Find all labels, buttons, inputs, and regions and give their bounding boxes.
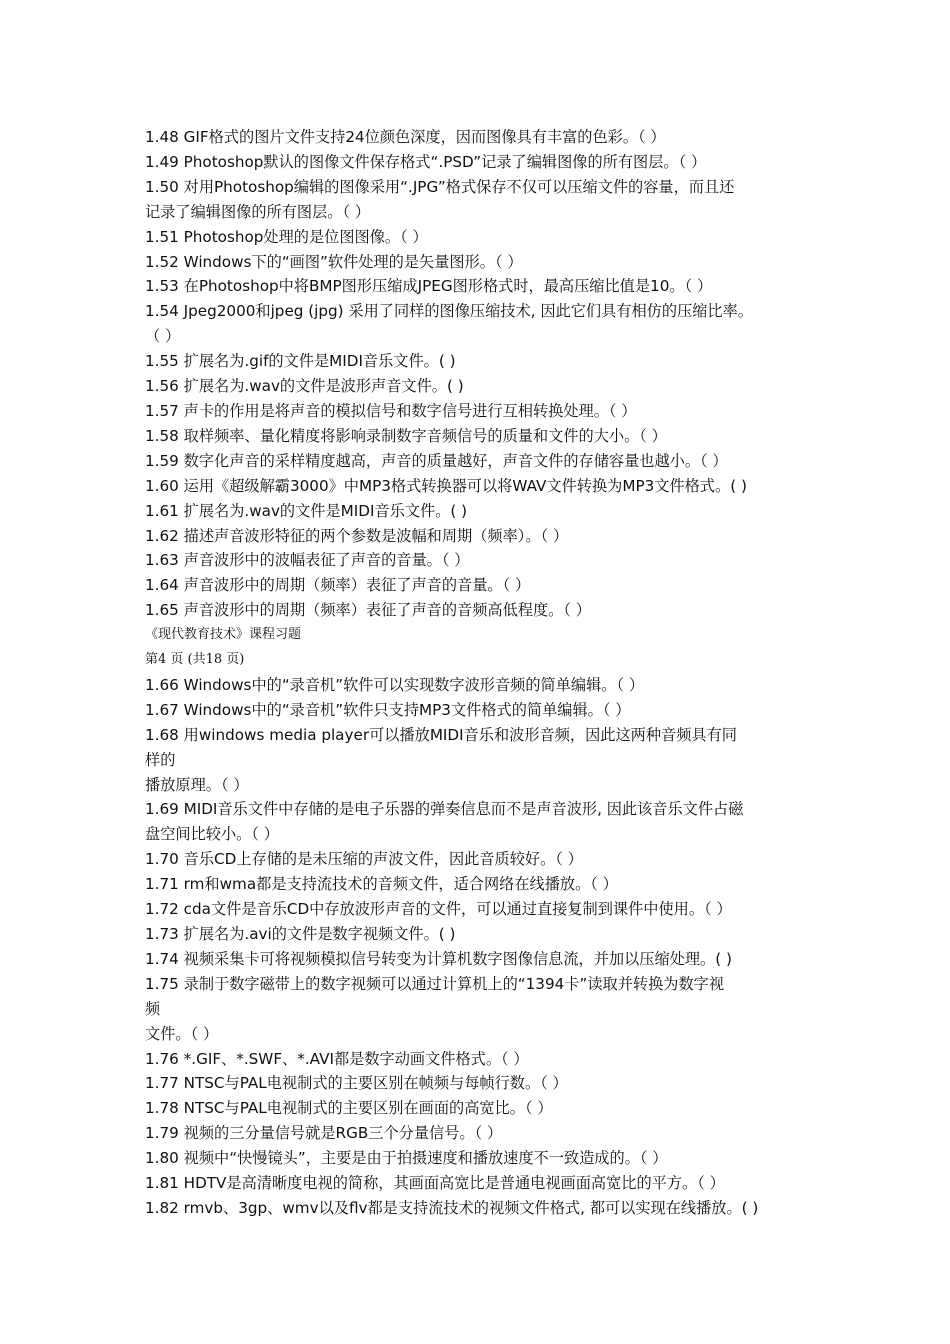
question-line: 1.77 NTSC与PAL电视制式的主要区别在帧频与每帧行数。（ ）: [145, 1074, 568, 1093]
question-line: 1.58 取样频率、量化精度将影响录制数字音频信号的质量和文件的大小。（ ）: [145, 426, 667, 445]
question-line: 1.67 Windows中的“录音机”软件只支持MP3文件格式的简单编辑。（ ）: [145, 700, 631, 719]
question-line: 1.65 声音波形中的周期（频率）表征了声音的音频高低程度。（ ）: [145, 601, 591, 620]
question-line: 1.64 声音波形中的周期（频率）表征了声音的音量。（ ）: [145, 576, 531, 595]
question-line: 1.74 视频采集卡可将视频模拟信号转变为计算机数字图像信息流，并加以压缩处理。( ): [145, 949, 732, 968]
question-line: 1.70 音乐CD上存储的是未压缩的声波文件，因此音质较好。（ ）: [145, 850, 583, 869]
question-line: 1.55 扩展名为.gif的文件是MIDI音乐文件。( ): [145, 352, 456, 371]
question-line: 1.76 *.GIF、*.SWF、*.AVI都是数字动画文件格式。（ ）: [145, 1049, 529, 1068]
question-line: 1.49 Photoshop默认的图像文件保存格式“.PSD”记录了编辑图像的所有图层。（ ）: [145, 152, 707, 171]
question-line: 1.56 扩展名为.wav的文件是波形声音文件。( ): [145, 377, 464, 396]
question-line: 播放原理。（ ）: [145, 775, 249, 794]
question-line: 1.54 Jpeg2000和jpeg (jpg) 采用了同样的图像压缩技术, 因此它们具有相仿的压缩比率。: [145, 302, 753, 321]
course-title: 《现代教育技术》课程习题: [145, 627, 302, 643]
question-line: 1.48 GIF格式的图片文件支持24位颜色深度，因而图像具有丰富的色彩。（ ）: [145, 128, 666, 146]
question-line: 1.61 扩展名为.wav的文件是MIDI音乐文件。( ): [145, 501, 468, 520]
question-line: 1.75 录制于数字磁带上的数字视频可以通过计算机上的“1394卡”读取并转换为数字视: [145, 974, 725, 993]
question-line: 1.60 运用《超级解霸3000》中MP3格式转换器可以将WAV文件转换为MP3文件格式。( ): [145, 476, 747, 495]
question-line: 1.80 视频中“快慢镜头”，主要是由于拍摄速度和播放速度不一致造成的。（ ）: [145, 1149, 668, 1168]
question-line: 1.52 Windows下的“画图”软件处理的是矢量图形。（ ）: [145, 252, 523, 271]
question-line: 记录了编辑图像的所有图层。（ ）: [145, 202, 371, 221]
question-line: 1.78 NTSC与PAL电视制式的主要区别在画面的高宽比。（ ）: [145, 1099, 553, 1118]
document-body: [145, 125, 815, 1221]
question-line: 样的: [145, 750, 176, 769]
question-line: 文件。（ ）: [145, 1024, 219, 1043]
question-line: 1.81 HDTV是高清晰度电视的简称，其画面高宽比是普通电视画面高宽比的平方。（ ）: [145, 1174, 725, 1193]
question-line: 1.63 声音波形中的波幅表征了声音的音量。（ ）: [145, 551, 470, 570]
question-line: 频: [145, 999, 161, 1018]
question-line: 1.73 扩展名为.avi的文件是数字视频文件。( ): [145, 925, 456, 943]
question-line: 1.59 数字化声音的采样精度越高，声音的质量越好，声音文件的存储容量也越小。（ ）: [145, 451, 728, 470]
question-line: 1.72 cda文件是音乐CD中存放波形声音的文件，可以通过直接复制到课件中使用。（ ）: [145, 900, 732, 919]
question-line: 1.71 rm和wma都是支持流技术的音频文件，适合网络在线播放。（ ）: [145, 875, 618, 894]
question-line: 1.79 视频的三分量信号就是RGB三个分量信号。（ ）: [145, 1124, 503, 1143]
question-line: 1.66 Windows中的“录音机”软件可以实现数字波形音频的简单编辑。（ ）: [145, 675, 645, 694]
question-line: 1.50 对用Photoshop编辑的图像采用“.JPG”格式保存不仅可以压缩文件的容量，而且还: [145, 177, 735, 196]
question-line: 1.62 描述声音波形特征的两个参数是波幅和周期（频率）。（ ）: [145, 526, 569, 545]
question-line: 盘空间比较小。（ ）: [145, 825, 279, 844]
question-line: 1.51 Photoshop处理的是位图图像。（ ）: [145, 227, 428, 246]
page-number: 第4 页 (共18 页): [145, 652, 245, 668]
question-line: 1.82 rmvb、3gp、wmv以及flv都是支持流技术的视频文件格式, 都可以实现在线播放。( ): [145, 1198, 759, 1217]
question-line: 1.69 MIDI音乐文件中存储的是电子乐器的弹奏信息而不是声音波形, 因此该音乐文件占磁: [145, 800, 744, 819]
question-line: 1.53 在Photoshop中将BMP图形压缩成JPEG图形格式时，最高压缩比值是10。（ ）: [145, 277, 713, 296]
question-line: 1.68 用windows media player可以播放MIDI音乐和波形音频，因此这两种音频具有同: [145, 725, 737, 744]
question-line: （ ）: [145, 327, 181, 346]
question-line: 1.57 声卡的作用是将声音的模拟信号和数字信号进行互相转换处理。（ ）: [145, 401, 637, 420]
